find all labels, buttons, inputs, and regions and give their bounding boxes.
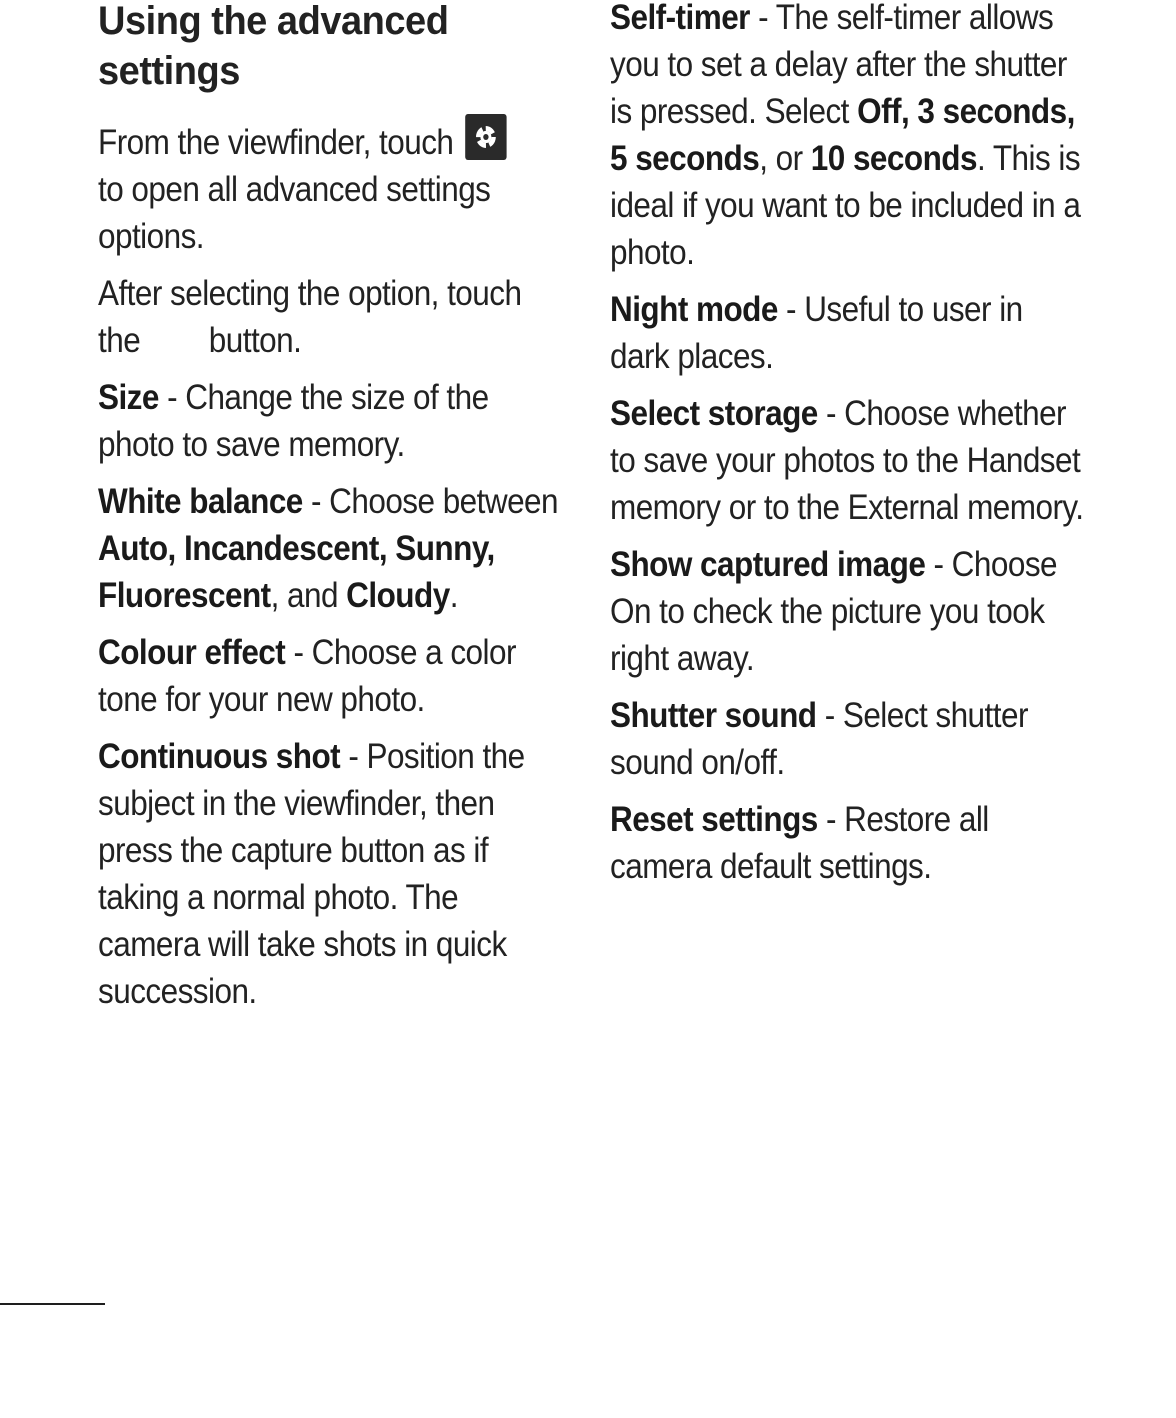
item-desc: - Useful to user in dark places.	[610, 290, 1023, 376]
gear-icon	[465, 114, 506, 160]
item-term: Colour effect	[98, 633, 286, 672]
item-continuous-shot	[98, 733, 566, 1015]
item-colour-effect	[98, 629, 566, 723]
item-options: Off, 3 seconds, 5 seconds	[610, 92, 1075, 178]
footer-divider	[0, 1303, 105, 1305]
item-term: White balance	[98, 482, 303, 521]
item-desc: - Select shutter sound on/off.	[610, 696, 1028, 782]
item-desc: - Change the size of the photo to save memory.	[98, 378, 489, 464]
intro-select-text-after: button.	[208, 321, 302, 360]
item-self-timer	[610, 0, 1087, 276]
item-desc: - Choose between	[302, 482, 559, 521]
item-term: Continuous shot	[98, 737, 341, 776]
item-desc: - Choose On to check the picture you took right away.	[610, 545, 1058, 678]
item-desc: - Restore all camera default settings.	[610, 800, 989, 886]
item-desc: - Choose a color tone for your new photo.	[98, 633, 516, 719]
item-desc: - The self-timer allows you to set a delay after the shutter is pressed. Select	[610, 0, 1067, 131]
right-column	[610, 0, 1090, 900]
item-options: 10 seconds	[810, 139, 977, 178]
item-term: Shutter sound	[610, 696, 817, 735]
intro-open-text-after: to open all advanced settings options.	[98, 170, 491, 256]
item-term: Size	[98, 378, 159, 417]
item-term: Reset settings	[610, 800, 818, 839]
item-white-balance	[98, 478, 566, 619]
item-desc: . This is ideal if you want to be included in a photo.	[610, 139, 1081, 272]
item-desc: - Choose whether to save your photos to the Handset memory or to the External memory.	[610, 394, 1084, 527]
item-reset-settings	[610, 796, 1087, 890]
item-term: Self-timer	[610, 0, 750, 37]
item-desc: , or	[759, 139, 811, 178]
item-desc: .	[449, 576, 458, 615]
intro-open-paragraph	[98, 114, 566, 260]
item-term: Select storage	[610, 394, 818, 433]
item-select-storage	[610, 390, 1087, 531]
item-desc: , and	[270, 576, 347, 615]
item-show-captured-image	[610, 541, 1087, 682]
left-column	[98, 0, 568, 1025]
item-desc: - Position the subject in the viewfinder, then press the capture button as if taking a normal photo. The camera will take shots in quick succession.	[98, 737, 525, 1011]
item-options: Cloudy	[346, 576, 450, 615]
intro-select-text: After selecting the option, touch the	[98, 274, 522, 360]
item-night-mode	[610, 286, 1087, 380]
item-term: Show captured image	[610, 545, 926, 584]
intro-select-paragraph	[98, 270, 566, 364]
back-button-icon	[148, 328, 200, 358]
section-heading: Using the advanced settings	[98, 0, 449, 93]
item-options: Auto, Incandescent, Sunny, Fluorescent	[98, 529, 495, 615]
item-size	[98, 374, 566, 468]
intro-open-text: From the viewfinder, touch	[98, 123, 454, 162]
item-shutter-sound	[610, 692, 1087, 786]
item-term: Night mode	[610, 290, 778, 329]
